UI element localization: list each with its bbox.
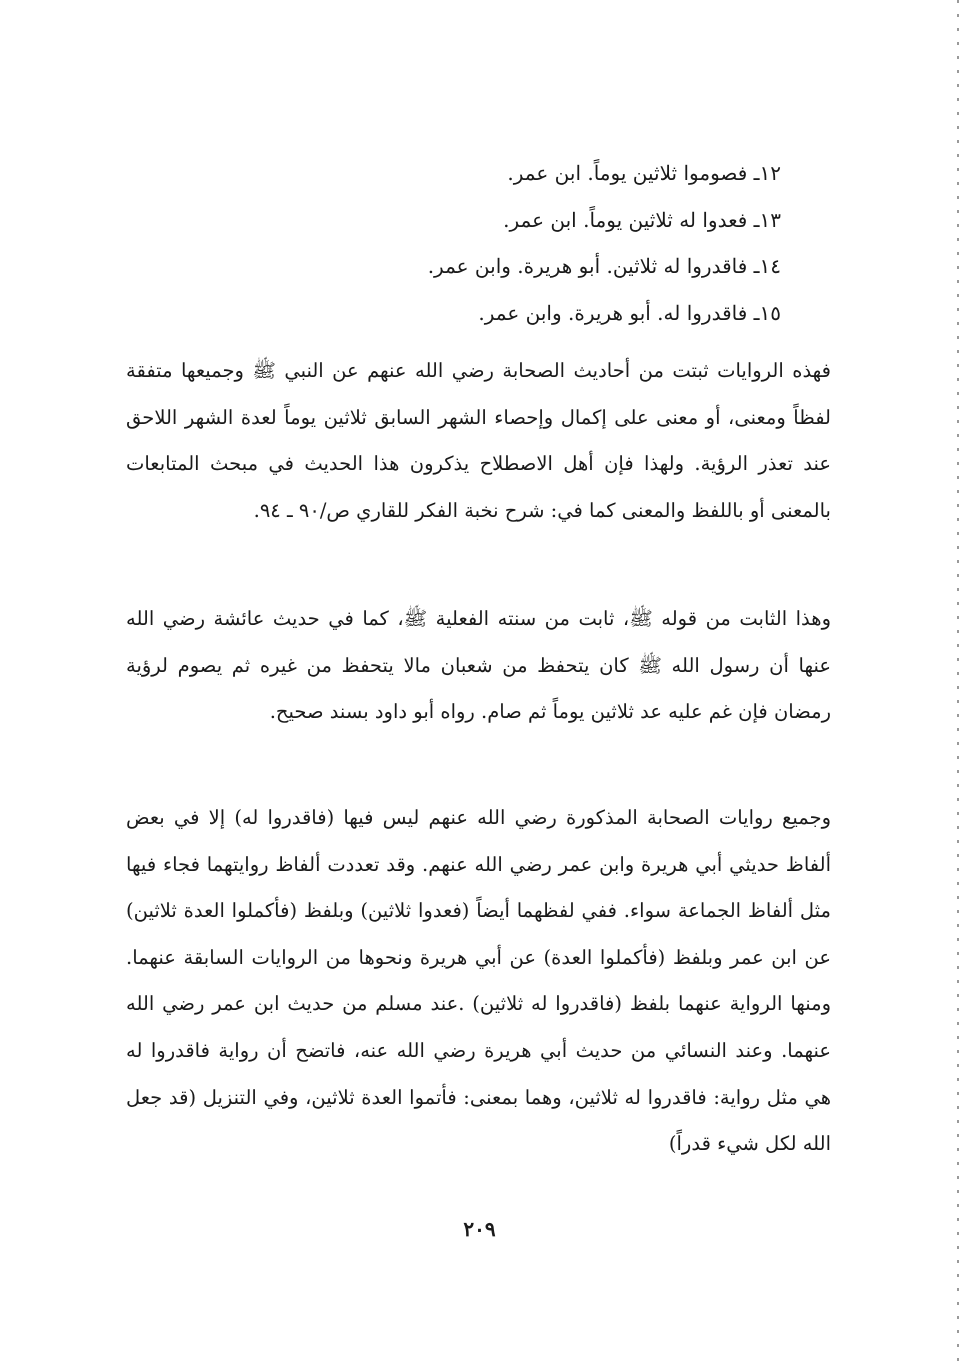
list-item: ١٤ـ فاقدروا له ثلاثين. أبو هريرة. وابن عمر. bbox=[427, 254, 781, 278]
paragraph: وهذا الثابت من قوله ﷺ، ثابت من سنته الفعلية ﷺ، كما في حديث عائشة رضي الله عنها أن رسول الله ﷺ كان يتحفظ من شعبان مالا يتحفظ من غيره ثم يصوم لرؤية رمضان فإن غم عليه عد ثلاثين يوماً ثم صام. رواه أبو داود بسند صحيح. bbox=[126, 607, 831, 724]
paragraph: فهذه الروايات ثبتت من أحاديث الصحابة رضي الله عنهم عن النبي ﷺ وجميعها متفقة لفظاً ومعنى، أو معنى على إكمال وإحصاء الشهر السابق ثلاثين يوماً لعدة الشهر اللاحق عند تعذر الرؤية. ولهذا فإن أهل الاصطلاح يذكرون هذا الحديث في مبحث المتابعات بالمعنى أو باللفظ والمعنى كما في: شرح نخبة الفكر للقاري ص/٩٠ ـ ٩٤. bbox=[126, 359, 831, 522]
list-item: ١٢ـ فصوموا ثلاثين يوماً. ابن عمر. bbox=[507, 161, 781, 185]
narration-list bbox=[161, 153, 781, 339]
paragraph: وجميع روايات الصحابة المذكورة رضي الله عنهم ليس فيها (فاقدروا له) إلا في بعض ألفاظ حديثي أبي هريرة وابن عمر رضي الله عنهم. وقد تعددت ألفاظ روايتهما فجاء فيها مثل ألفاظ الجماعة سواء. ففي لفظهما أيضاً (فعدوا ثلاثين) وبلفظ (فأكملوا العدة ثلاثين) عن ابن عمر وبلفظ (فأكملوا العدة) عن أبي هريرة ونحوها من الروايات السابقة عنهما. ومنها الرواية عنهما بلفظ (فاقدروا له ثلاثين) .عند مسلم من حديث ابن عمر رضي الله عنهما. وعند النسائي من حديث أبي هريرة رضي الله عنه، فاتضح أن رواية فاقدروا له هي مثل رواية: فاقدروا له ثلاثين، وهما بمعنى: فأتموا العدة ثلاثين، وفي التنزيل (قد جعل الله لكل شيء قدراً) bbox=[126, 806, 832, 1156]
list-item: ١٣ـ فعدوا له ثلاثين يوماً. ابن عمر. bbox=[503, 207, 781, 232]
page-number: ٢٠٩ bbox=[463, 1217, 496, 1241]
list-item: ١٥ـ فاقدروا له. أبو هريرة. وابن عمر. bbox=[478, 300, 781, 325]
